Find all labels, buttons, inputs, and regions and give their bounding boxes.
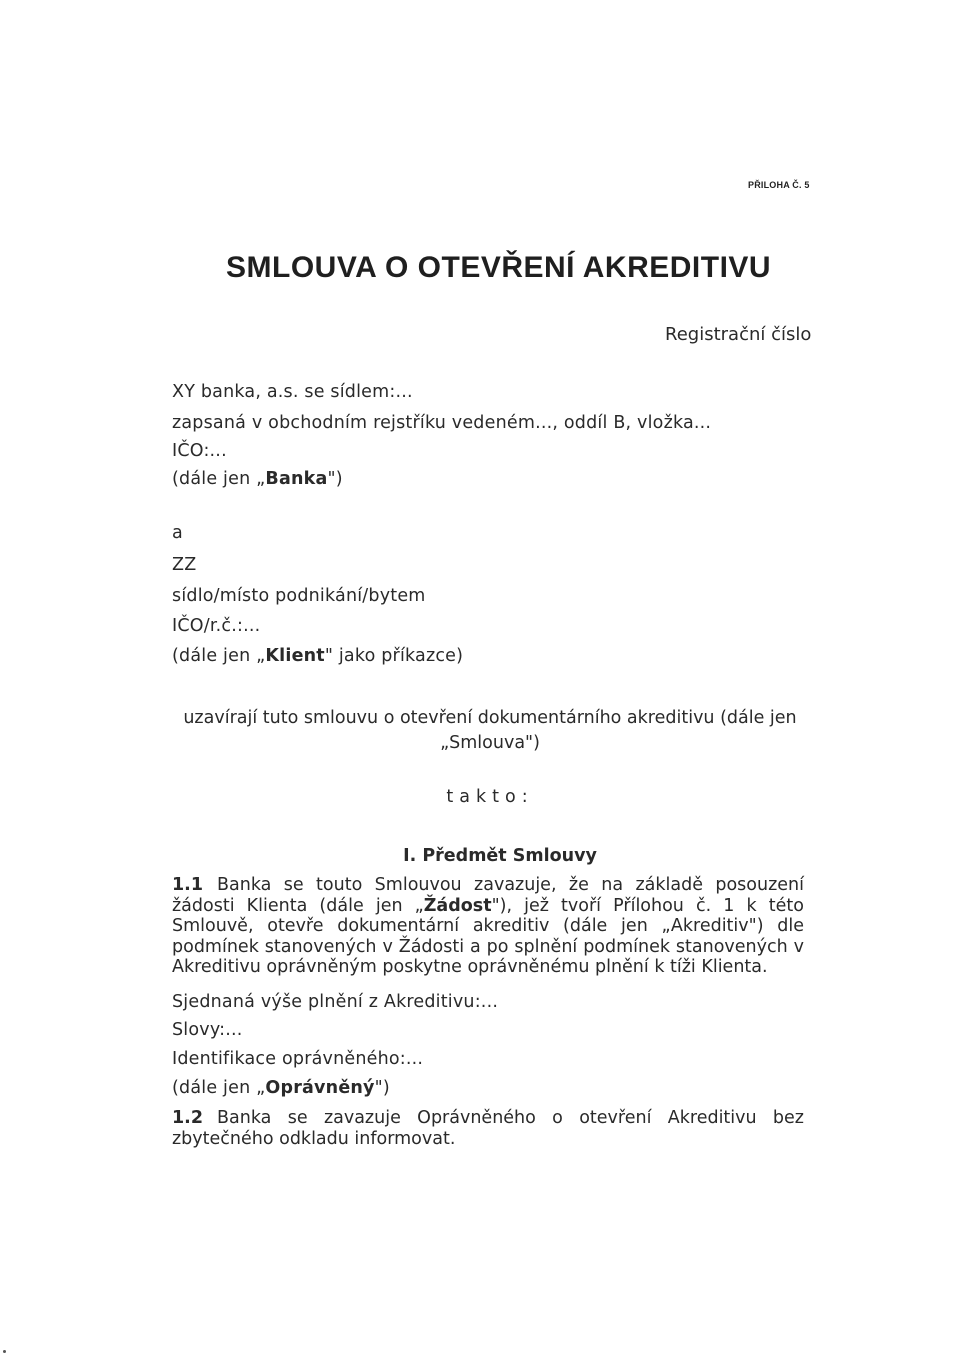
client-defined-term: Klient [265,646,325,666]
registration-number-label: Registrační číslo [665,324,812,345]
amount-words-field: Slovy:... [172,1020,243,1040]
annex-label: PŘILOHA Č. 5 [748,180,810,190]
opravneny-defined-term: Oprávněný [265,1078,375,1098]
bank-name-line: XY banka, a.s. se sídlem:... [172,382,413,402]
client-ico-line: IČO/r.č.:... [172,616,261,636]
bank-registry-line: zapsaná v obchodním rejstříku vedeném..., oddíl B, vložka... [172,413,712,433]
connector-a: a [172,523,183,543]
clause-1-1: 1.1 Banka se touto Smlouvou zavazuje, že na základě posouzení žádosti Klienta (dále jen „Žádost"), jež tvoří Přílohou č. 1 k této Smlouvě, otevře dokumentární akreditiv (dále jen „Akreditiv") dle podmínek stanovených v Žádosti a po splnění podmínek stanovených v Akreditivu oprávněným poskytne oprávněnému plnění k tíži Klienta. [172,875,804,977]
takto-heading: takto: [446,787,534,807]
zadost-defined-term: Žádost [423,895,492,916]
bank-ico-line: IČO:... [172,441,227,461]
beneficiary-definition-line: (dále jen „Oprávněný") [172,1078,390,1098]
amount-field: Sjednaná výše plnění z Akreditivu:... [172,992,499,1012]
client-definition-line: (dále jen „Klient" jako příkazce) [172,646,464,666]
intro-line-1: uzavírají tuto smlouvu o otevření dokumentárního akreditivu (dále jen [183,708,797,728]
clause-number: 1.2 [172,1108,204,1128]
bank-defined-term: Banka [265,469,328,489]
scan-speck [3,1350,6,1353]
document-title: SMLOUVA O OTEVŘENÍ AKREDITIVU [226,251,772,284]
clause-number: 1.1 [172,875,204,895]
clause-1-2: 1.2 Banka se zavazuje Oprávněného o otevření Akreditivu bez zbytečného odkladu informovat. [172,1108,804,1149]
client-address-line: sídlo/místo podnikání/bytem [172,586,426,606]
section-heading: I. Předmět Smlouvy [403,846,597,866]
client-name-line: ZZ [172,555,197,575]
intro-line-2: „Smlouva") [440,733,540,753]
beneficiary-field: Identifikace oprávněného:... [172,1049,424,1069]
bank-definition-line: (dále jen „Banka") [172,469,343,489]
